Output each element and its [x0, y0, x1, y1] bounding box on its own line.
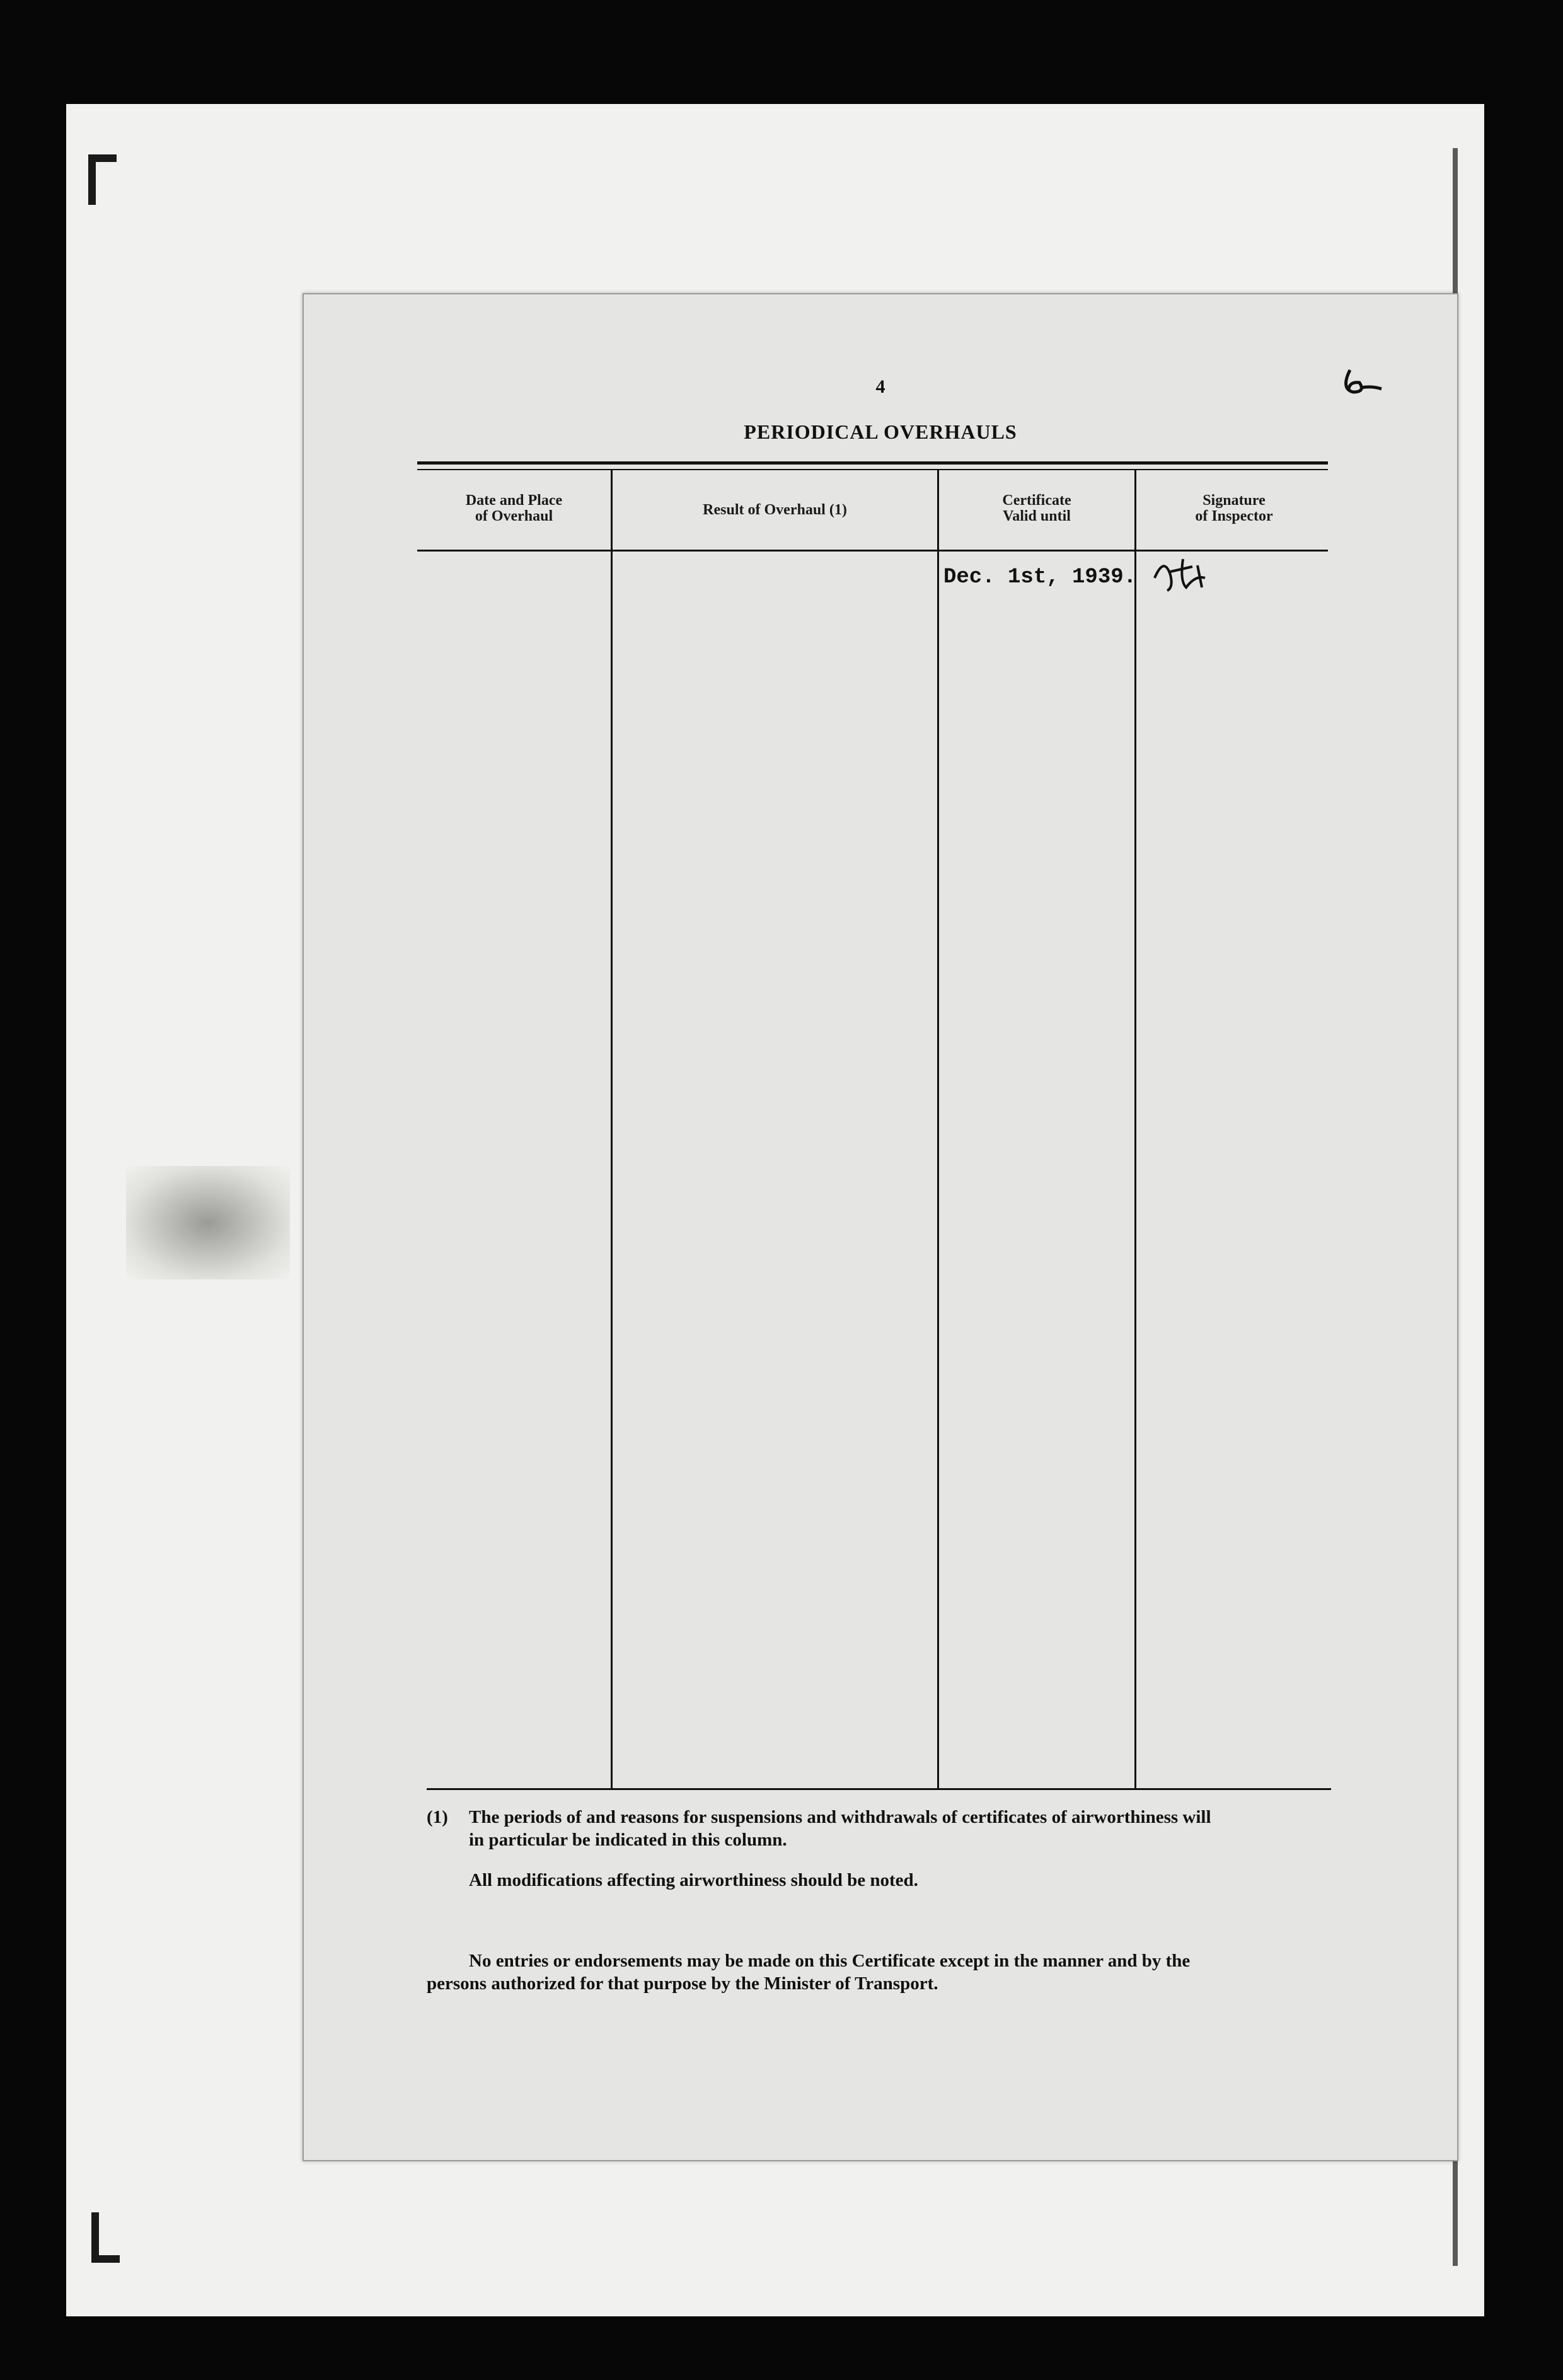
table-top-rule-thin [417, 469, 1328, 470]
column-header-valid-until-line2: Valid until [1003, 508, 1071, 525]
footnote-line2: in particular be indicated in this column. [469, 1830, 787, 1850]
footnote-line1: The periods of and reasons for suspensions and withdrawals of certificates of airworthiness will [469, 1807, 1211, 1827]
table-bottom-rule [427, 1788, 1331, 1790]
column-divider-2 [937, 469, 939, 1790]
certificate-page [303, 293, 1458, 2161]
column-header-valid-until [939, 493, 1134, 524]
footnote-entries-line2: persons authorized for that purpose by the Minister of Transport. [427, 1973, 938, 1994]
footnote-entries-line1: No entries or endorsements may be made on this Certificate except in the manner and by the [469, 1951, 1191, 1971]
inspector-signature [1148, 553, 1218, 597]
table-top-rule [417, 461, 1328, 465]
column-header-date-place-line1: Date and Place [465, 492, 563, 509]
column-header-signature-line1: Signature [1203, 492, 1266, 509]
page-number: 4 [875, 376, 885, 397]
column-header-result [613, 502, 937, 518]
column-divider-1 [611, 469, 613, 1790]
column-header-signature [1136, 493, 1332, 524]
bleed-through-smudge [126, 1166, 290, 1280]
margin-mark-6 [1337, 364, 1394, 401]
header-underline [417, 550, 1328, 552]
page-title: PERIODICAL OVERHAULS [744, 420, 1017, 443]
entry-valid-until: Dec. 1st, 1939. [943, 565, 1137, 589]
crop-mark-bottom-left-horizontal [91, 2255, 120, 2263]
crop-mark-top-left-horizontal [88, 154, 117, 162]
column-header-date-place [417, 493, 611, 524]
crop-mark-top-left-vertical [88, 154, 96, 205]
column-header-result-line1: Result of Overhaul (1) [703, 502, 847, 518]
footnote-modifications-note: All modifications affecting airworthiness should be noted. [469, 1870, 918, 1890]
column-header-valid-until-line1: Certificate [1002, 492, 1071, 509]
column-header-signature-line2: of Inspector [1195, 508, 1273, 525]
column-header-date-place-line2: of Overhaul [475, 508, 553, 525]
footnote-marker: (1) [427, 1807, 448, 1827]
column-divider-3 [1134, 469, 1136, 1790]
